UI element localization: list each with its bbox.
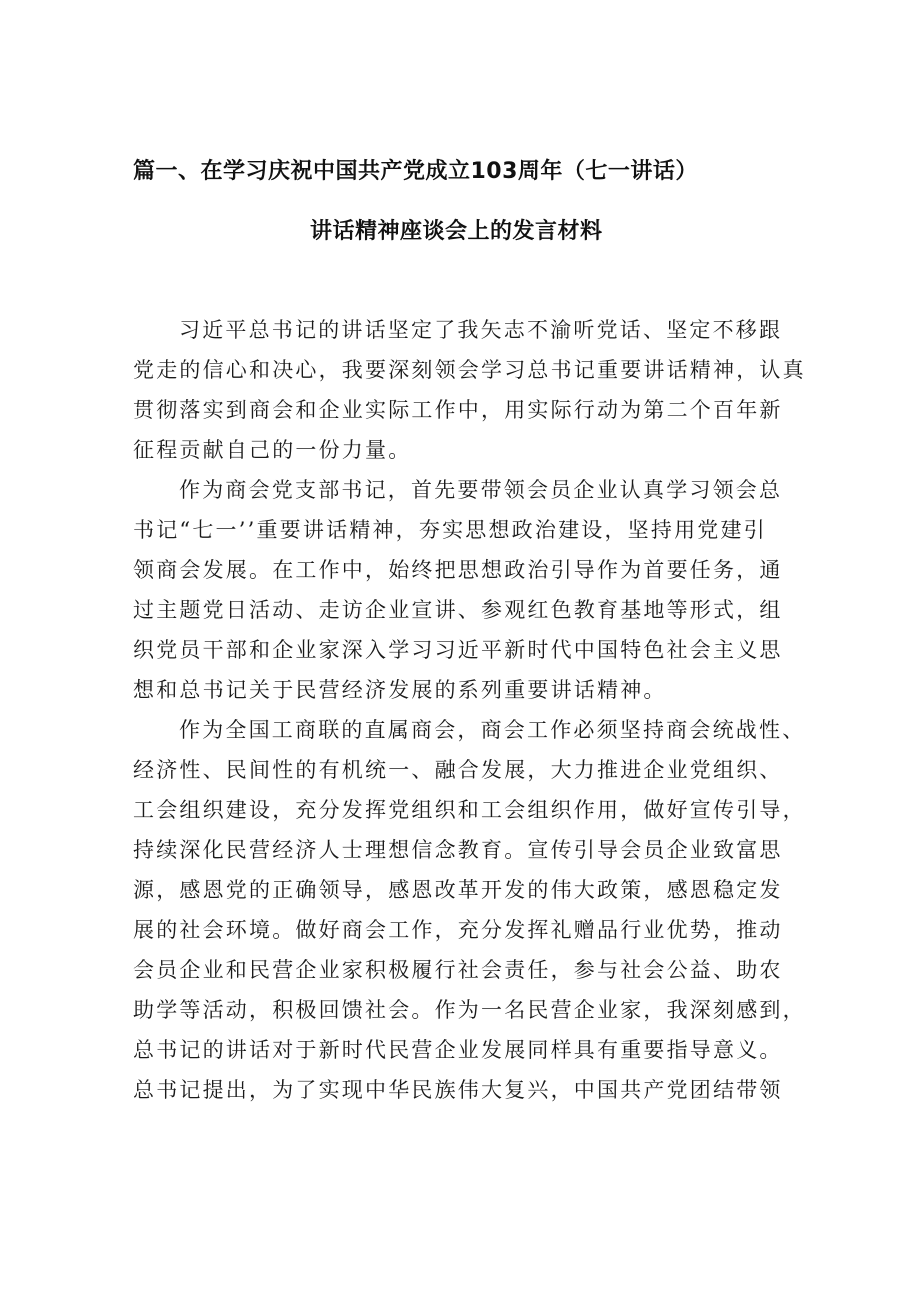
paragraph-3-line-7: 会员企业和民营企业家积极履行社会责任，参与社会公益、助农 xyxy=(133,958,783,982)
paragraph-1-line-3: 贯彻落实到商会和企业实际工作中，用实际行动为第二个百年新 xyxy=(133,398,783,422)
paragraph-3-line-2: 经济性、民间性的有机统一、融合发展，大力推进企业党组织、 xyxy=(133,758,783,782)
document-title-line-2: 讲话精神座谈会上的发言材料 xyxy=(310,219,603,244)
paragraph-1-line-1: 习近平总书记的讲话坚定了我矢志不渝听党话、坚定不移跟 xyxy=(179,318,783,342)
document-title-line-1: 篇一、在学习庆祝中国共产党成立103周年（七一讲话） xyxy=(133,159,698,184)
paragraph-3-line-1: 作为全国工商联的直属商会，商会工作必须坚持商会统战性、 xyxy=(179,718,806,742)
paragraph-3-line-5: 源，感恩党的正确领导，感恩改革开发的伟大政策，感恩稳定发 xyxy=(133,878,783,902)
paragraph-2-line-1: 作为商会党支部书记，首先要带领会员企业认真学习领会总 xyxy=(179,478,783,502)
paragraph-2-line-3: 领商会发展。在工作中，始终把思想政治引导作为首要任务，通 xyxy=(133,558,783,582)
paragraph-3-line-4: 持续深化民营经济人士理想信念教育。宣传引导会员企业致富思 xyxy=(133,838,783,862)
paragraph-2-line-6: 想和总书记关于民营经济发展的系列重要讲话精神。 xyxy=(133,678,667,702)
paragraph-2-line-4: 过主题党日活动、走访企业宣讲、参观红色教育基地等形式，组 xyxy=(133,598,783,622)
paragraph-1-line-2: 党走的信心和决心，我要深刻领会学习总书记重要讲话精神，认真 xyxy=(133,358,806,382)
paragraph-3-line-6: 展的社会环境。做好商会工作，充分发挥礼赠品行业优势，推动 xyxy=(133,918,783,942)
document-body xyxy=(133,310,806,1110)
paragraph-3-line-9: 总书记的讲话对于新时代民营企业发展同样具有重要指导意义。 xyxy=(133,1038,783,1062)
paragraph-2-line-2: 书记“七一’’重要讲话精神，夯实思想政治建设，坚持用党建引 xyxy=(133,518,767,542)
paragraph-1-line-4: 征程贡献自己的一份力量。 xyxy=(133,438,412,462)
paragraph-3-line-3: 工会组织建设，充分发挥党组织和工会组织作用，做好宣传引导， xyxy=(133,798,806,822)
paragraph-2-line-5: 织党员干部和企业家深入学习习近平新时代中国特色社会主义思 xyxy=(133,638,783,662)
paragraph-3-line-10: 总书记提出，为了实现中华民族伟大复兴，中国共产党团结带领 xyxy=(133,1078,783,1102)
paragraph-3-line-8: 助学等活动，积极回馈社会。作为一名民营企业家，我深刻感到， xyxy=(133,998,806,1022)
